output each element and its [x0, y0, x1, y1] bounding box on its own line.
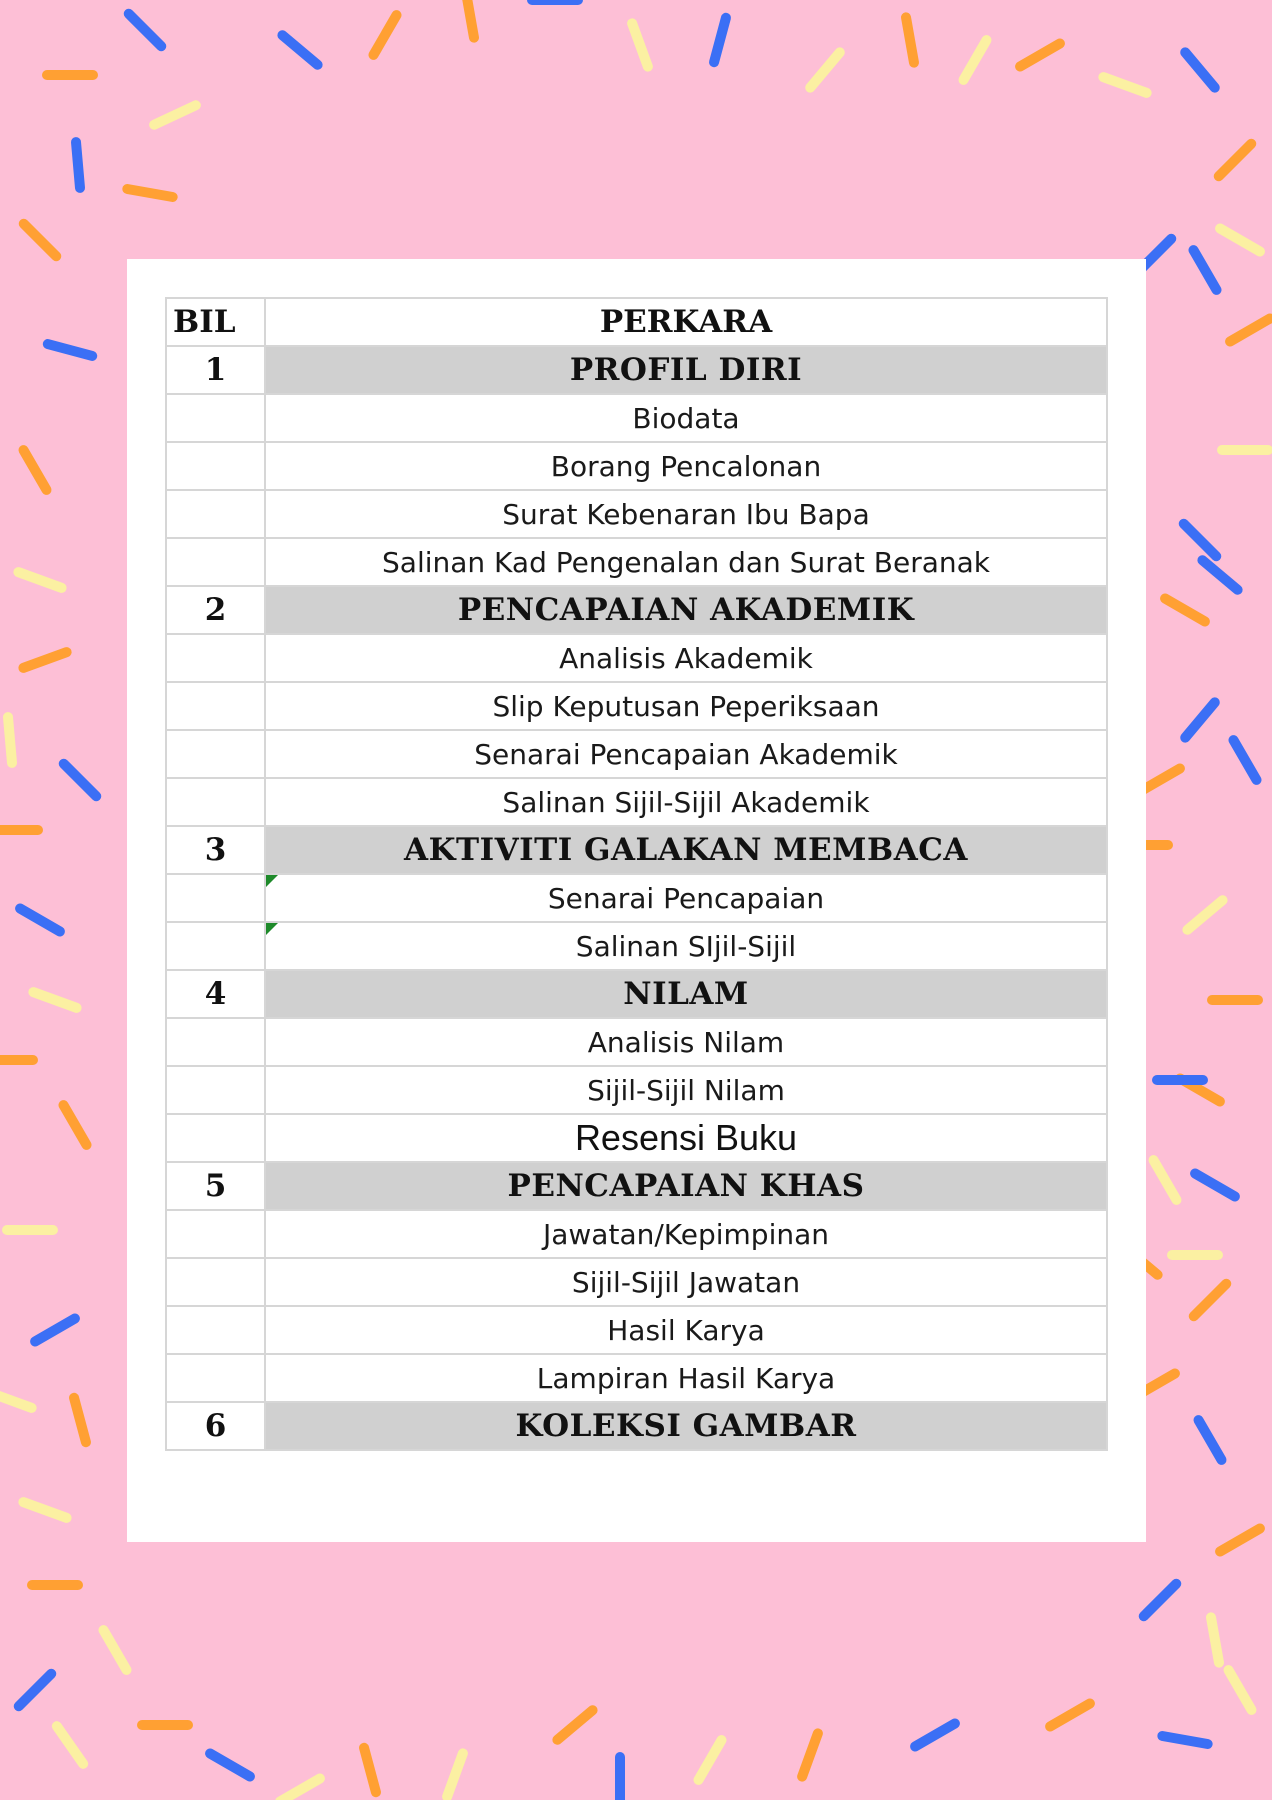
- section-title: PENCAPAIAN KHAS: [265, 1162, 1107, 1210]
- empty-number-cell: [166, 1258, 265, 1306]
- empty-number-cell: [166, 1306, 265, 1354]
- item-row: [166, 1306, 1107, 1354]
- section-row: [166, 346, 1107, 394]
- confetti-sprinkle: [1202, 560, 1237, 590]
- section-number: 3: [166, 826, 265, 874]
- confetti-sprinkle: [0, 1392, 32, 1408]
- section-number: 1: [166, 346, 265, 394]
- confetti-sprinkle: [127, 189, 172, 197]
- confetti-sprinkle: [74, 1398, 86, 1442]
- confetti-sprinkle: [906, 17, 914, 62]
- section-number: 4: [166, 970, 265, 1018]
- confetti-sprinkle: [632, 23, 648, 66]
- empty-number-cell: [166, 778, 265, 826]
- confetti-sprinkle: [64, 764, 97, 797]
- item-text: Analisis Akademik: [265, 634, 1107, 682]
- confetti-sprinkle: [1185, 52, 1215, 87]
- confetti-sprinkle: [1220, 1529, 1260, 1552]
- confetti-sprinkle: [57, 1726, 83, 1764]
- item-row: [166, 394, 1107, 442]
- empty-number-cell: [166, 874, 265, 922]
- header-bil: BIL: [166, 298, 265, 346]
- confetti-sprinkle: [714, 18, 726, 62]
- contents-card: [127, 259, 1146, 1542]
- section-row: [166, 1162, 1107, 1210]
- confetti-sprinkle: [282, 35, 317, 65]
- empty-number-cell: [166, 442, 265, 490]
- section-title: AKTIVITI GALAKAN MEMBACA: [265, 826, 1107, 874]
- confetti-sprinkle: [1140, 769, 1180, 792]
- item-row: [166, 778, 1107, 826]
- item-row: [166, 442, 1107, 490]
- confetti-sprinkle: [1162, 1736, 1207, 1744]
- item-row: [166, 682, 1107, 730]
- section-number: 6: [166, 1402, 265, 1450]
- cell-comment-marker: [266, 875, 278, 887]
- confetti-sprinkle: [154, 105, 196, 124]
- item-row: [166, 1258, 1107, 1306]
- item-text: Salinan Sijil-Sijil Akademik: [265, 778, 1107, 826]
- confetti-sprinkle: [1144, 1584, 1177, 1617]
- confetti-sprinkle: [1020, 44, 1060, 67]
- item-text: Sijil-Sijil Jawatan: [265, 1258, 1107, 1306]
- confetti-sprinkle: [8, 717, 12, 763]
- confetti-sprinkle: [1194, 1284, 1227, 1317]
- item-row: [166, 1018, 1107, 1066]
- section-row: [166, 826, 1107, 874]
- empty-number-cell: [166, 922, 265, 970]
- item-text: Biodata: [265, 394, 1107, 442]
- section-title: PENCAPAIAN AKADEMIK: [265, 586, 1107, 634]
- confetti-sprinkle: [20, 909, 60, 932]
- item-text: [265, 922, 1107, 970]
- item-text: Lampiran Hasil Karya: [265, 1354, 1107, 1402]
- confetti-sprinkle: [280, 1779, 320, 1800]
- section-title: PROFIL DIRI: [265, 346, 1107, 394]
- section-title: KOLEKSI GAMBAR: [265, 1402, 1107, 1450]
- confetti-sprinkle: [1230, 319, 1270, 342]
- item-text: Salinan Kad Pengenalan dan Surat Beranak: [265, 538, 1107, 586]
- confetti-sprinkle: [1234, 740, 1257, 780]
- confetti-sprinkle: [23, 652, 66, 668]
- section-row: [166, 1402, 1107, 1450]
- confetti-sprinkle: [1187, 900, 1222, 930]
- contents-table: [165, 297, 1108, 1451]
- confetti-sprinkle: [447, 1753, 463, 1796]
- section-row: [166, 586, 1107, 634]
- confetti-sprinkle: [802, 1733, 818, 1776]
- item-label: Senarai Pencapaian: [547, 881, 825, 915]
- item-row: [166, 874, 1107, 922]
- confetti-sprinkle: [1229, 1670, 1252, 1710]
- confetti-sprinkle: [915, 1724, 955, 1747]
- section-number: 2: [166, 586, 265, 634]
- section-title: NILAM: [265, 970, 1107, 1018]
- item-text: [265, 874, 1107, 922]
- empty-number-cell: [166, 730, 265, 778]
- empty-number-cell: [166, 1114, 265, 1162]
- confetti-sprinkle: [1195, 1174, 1235, 1197]
- confetti-sprinkle: [64, 1105, 87, 1145]
- cell-comment-marker: [266, 923, 278, 935]
- item-text: Senarai Pencapaian Akademik: [265, 730, 1107, 778]
- confetti-sprinkle: [19, 1674, 52, 1707]
- confetti-sprinkle: [35, 1319, 75, 1342]
- confetti-sprinkle: [374, 15, 397, 55]
- item-row: [166, 634, 1107, 682]
- empty-number-cell: [166, 394, 265, 442]
- confetti-sprinkle: [1211, 1617, 1219, 1662]
- item-row: [166, 730, 1107, 778]
- confetti-sprinkle: [1219, 144, 1252, 177]
- confetti-sprinkle: [1103, 77, 1146, 93]
- item-text: Hasil Karya: [265, 1306, 1107, 1354]
- confetti-sprinkle: [1220, 229, 1260, 252]
- item-row: [166, 1114, 1107, 1162]
- confetti-sprinkle: [76, 142, 80, 188]
- item-text: Sijil-Sijil Nilam: [265, 1066, 1107, 1114]
- item-row: [166, 1354, 1107, 1402]
- table-header-row: [166, 298, 1107, 346]
- item-text: Borang Pencalonan: [265, 442, 1107, 490]
- confetti-sprinkle: [557, 1710, 592, 1740]
- section-row: [166, 970, 1107, 1018]
- confetti-sprinkle: [48, 344, 92, 356]
- confetti-sprinkle: [810, 52, 840, 87]
- confetti-sprinkle: [1184, 524, 1217, 557]
- empty-number-cell: [166, 538, 265, 586]
- confetti-sprinkle: [104, 1630, 127, 1670]
- item-text: Surat Kebenaran Ibu Bapa: [265, 490, 1107, 538]
- confetti-sprinkle: [24, 224, 57, 257]
- confetti-sprinkle: [1165, 599, 1205, 622]
- confetti-sprinkle: [33, 992, 76, 1008]
- confetti-sprinkle: [24, 450, 47, 490]
- item-text: Analisis Nilam: [265, 1018, 1107, 1066]
- item-text: Slip Keputusan Peperiksaan: [265, 682, 1107, 730]
- item-row: [166, 1066, 1107, 1114]
- empty-number-cell: [166, 682, 265, 730]
- empty-number-cell: [166, 634, 265, 682]
- item-text: Resensi Buku: [265, 1114, 1107, 1162]
- confetti-sprinkle: [129, 14, 162, 47]
- item-row: [166, 490, 1107, 538]
- empty-number-cell: [166, 490, 265, 538]
- item-row: [166, 922, 1107, 970]
- empty-number-cell: [166, 1018, 265, 1066]
- item-label: Salinan SIjil-Sijil: [575, 929, 797, 963]
- confetti-sprinkle: [364, 1748, 376, 1792]
- confetti-sprinkle: [466, 0, 474, 38]
- confetti-sprinkle: [210, 1754, 250, 1777]
- confetti-sprinkle: [964, 40, 987, 80]
- empty-number-cell: [166, 1354, 265, 1402]
- item-row: [166, 538, 1107, 586]
- header-perkara: PERKARA: [265, 298, 1107, 346]
- confetti-sprinkle: [699, 1740, 722, 1780]
- empty-number-cell: [166, 1066, 265, 1114]
- confetti-sprinkle: [23, 1502, 66, 1518]
- confetti-sprinkle: [1185, 702, 1215, 737]
- confetti-sprinkle: [1199, 1420, 1222, 1460]
- confetti-sprinkle: [1194, 250, 1217, 290]
- confetti-sprinkle: [18, 572, 61, 588]
- section-number: 5: [166, 1162, 265, 1210]
- confetti-sprinkle: [1154, 1160, 1177, 1200]
- item-row: [166, 1210, 1107, 1258]
- empty-number-cell: [166, 1210, 265, 1258]
- item-text: Jawatan/Kepimpinan: [265, 1210, 1107, 1258]
- confetti-sprinkle: [1050, 1704, 1090, 1727]
